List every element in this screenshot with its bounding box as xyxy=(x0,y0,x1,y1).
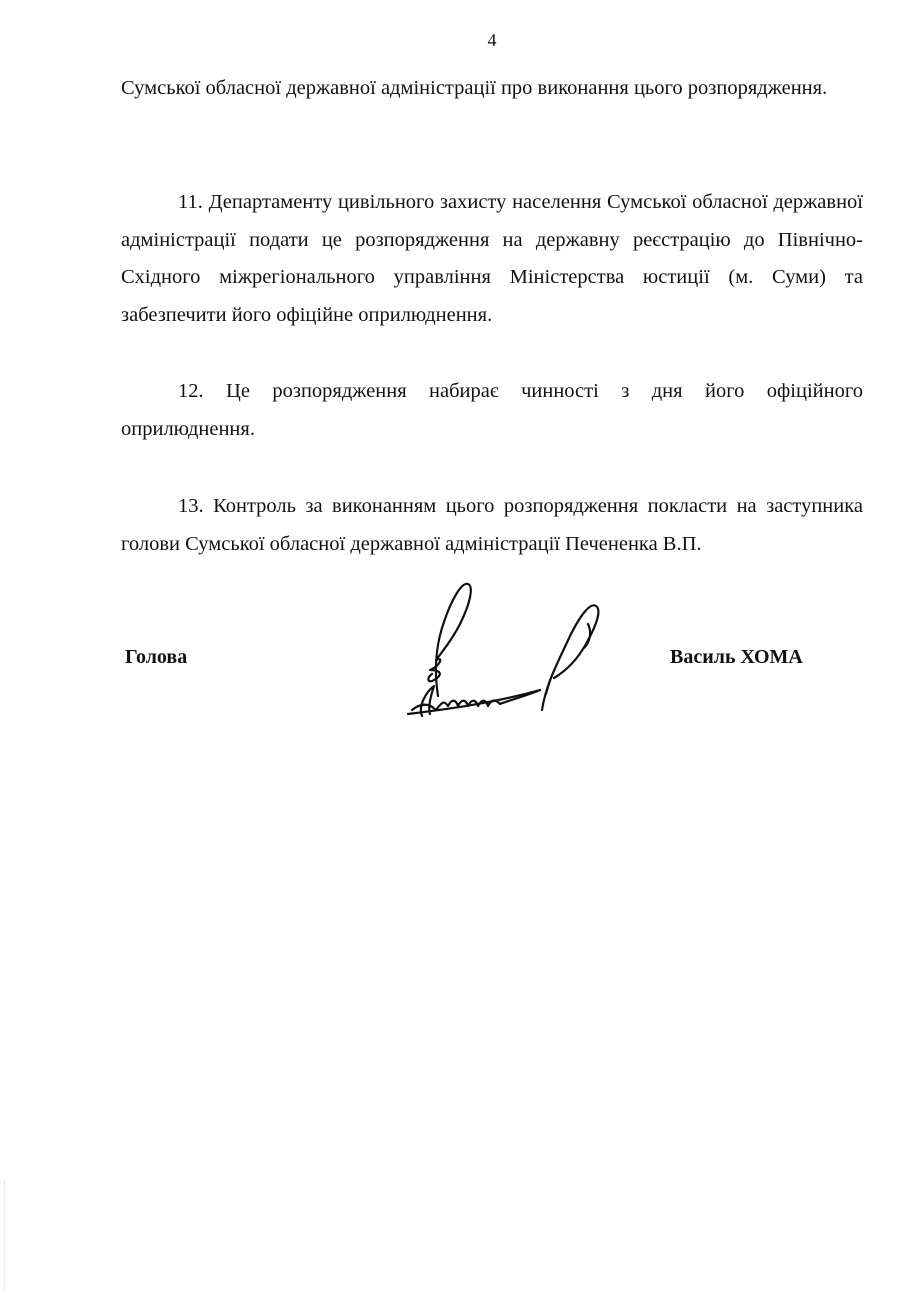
paragraph-12-text: 12. Це розпорядження набирає чинності з дня його офіційного оприлюднення. xyxy=(121,380,863,440)
paragraph-12 xyxy=(121,373,863,448)
signatory-name: Василь ХОМА xyxy=(670,646,803,668)
continuation-text: Сумської обласної державної адміністрації про виконання цього розпорядження. xyxy=(121,77,828,99)
handwritten-signature xyxy=(400,574,610,724)
scan-artifact xyxy=(4,1180,7,1290)
paragraph-11-text: 11. Департаменту цивільного захисту населення Сумської обласної державної адміністрації подати це розпорядження на державну реєстрацію до Північно-Східного міжрегіонального управління Міністерства юстиції (м. Суми) та забезпечити його офіційне оприлюднення. xyxy=(121,191,863,326)
paragraph-13-text: 13. Контроль за виконанням цього розпорядження покласти на заступника голови Сумської обласної державної адміністрації Печененка В.П. xyxy=(121,495,863,555)
continuation-paragraph xyxy=(121,70,863,108)
signatory-title: Голова xyxy=(125,646,188,668)
paragraph-11 xyxy=(121,184,863,334)
paragraph-13 xyxy=(121,488,863,563)
page-number: 4 xyxy=(487,30,497,50)
